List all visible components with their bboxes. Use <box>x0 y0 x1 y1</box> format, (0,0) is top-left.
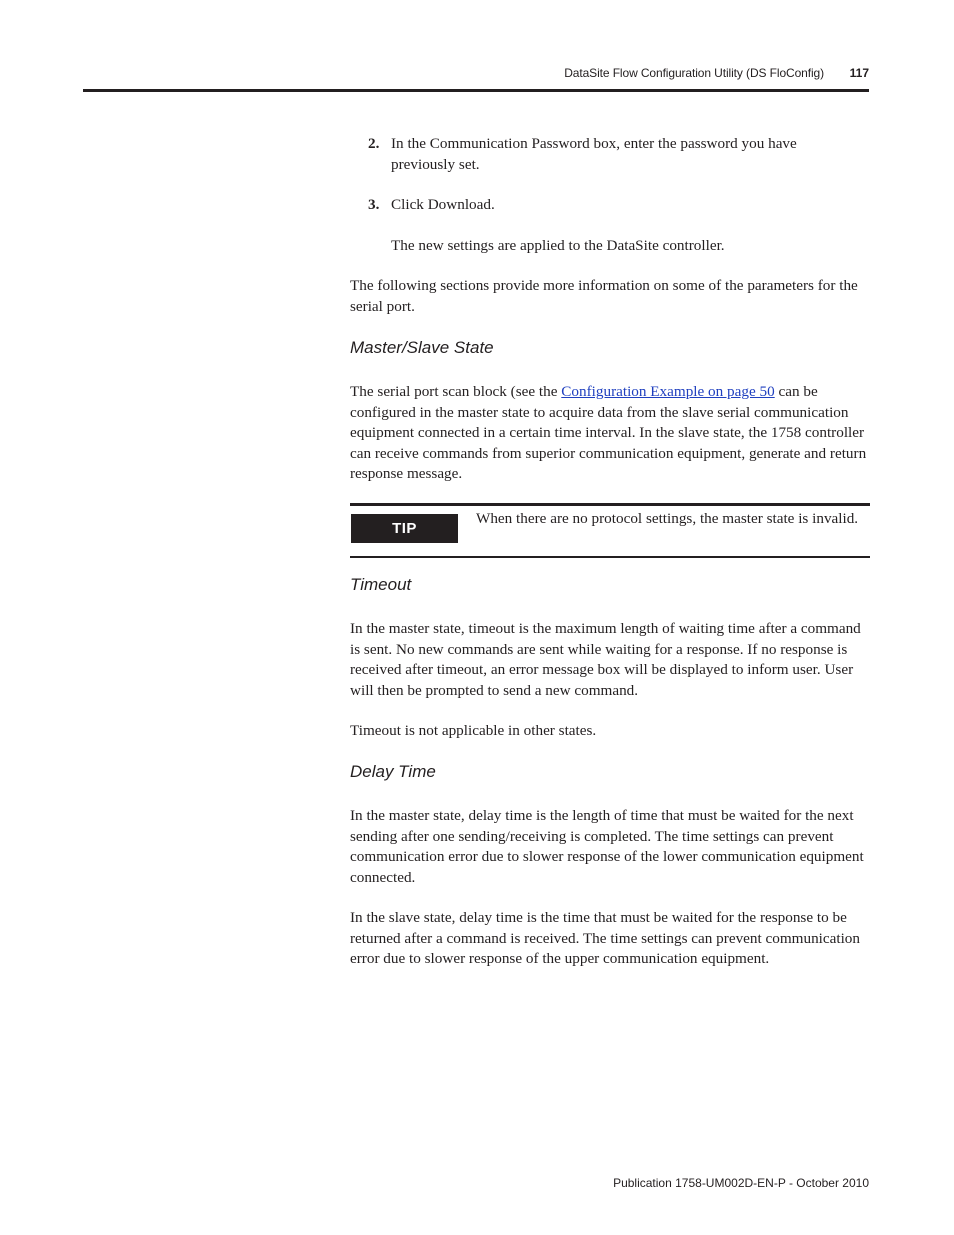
master-slave-paragraph <box>350 382 870 485</box>
timeout-heading: Timeout <box>350 575 412 594</box>
publication-footer: Publication 1758-UM002D-EN-P - October 2010 <box>613 1176 869 1190</box>
master-slave-text-end: can be configured in the master state to acquire data from the slave serial communication equipment connected in a certain time interval. In the slave state, the 1758 controller can receive commands from superior communication equipment, generate and return response message. <box>350 383 867 482</box>
intro-paragraph: The following sections provide more information on some of the parameters for the serial port. <box>350 277 858 315</box>
delay-time-heading: Delay Time <box>350 762 436 781</box>
step-result: The new settings are applied to the DataSite controller. <box>391 237 725 254</box>
page-header <box>0 64 869 84</box>
header-rule <box>83 89 869 92</box>
header-title: DataSite Flow Configuration Utility (DS FloConfig) <box>564 66 824 80</box>
configuration-example-link[interactable]: Configuration Example on page 50 <box>561 383 775 400</box>
step-text: Click Download. <box>391 196 495 213</box>
delay-time-paragraph-1: In the master state, delay time is the length of time that must be waited for the next sending after one sending/receiving is completed. The time settings can prevent communication error due to slower response of the lower communication equipment connected. <box>350 807 864 886</box>
master-slave-heading: Master/Slave State <box>350 338 494 357</box>
tip-text: When there are no protocol settings, the master state is invalid. <box>476 510 859 527</box>
timeout-paragraph-1: In the master state, timeout is the maximum length of waiting time after a command is sent. No new commands are sent while waiting for a response. If no response is received after timeout, an error message box will be displayed to inform user. User will then be prompted to send a new command. <box>350 620 861 699</box>
step-number: 2. <box>368 135 380 152</box>
master-slave-text-start: The serial port scan block (see the <box>350 383 562 400</box>
tip-box <box>350 503 870 558</box>
delay-time-paragraph-2: In the slave state, delay time is the time that must be waited for the response to be returned after a command is received. The time settings can prevent communication error due to slower response of the upper communication equipment. <box>350 909 860 967</box>
step-text: In the Communication Password box, enter the password you have previously set. <box>391 135 797 173</box>
step-number: 3. <box>368 196 380 213</box>
tip-label: TIP <box>351 514 458 543</box>
page-number: 117 <box>849 66 869 80</box>
timeout-paragraph-2: Timeout is not applicable in other states. <box>350 722 597 739</box>
